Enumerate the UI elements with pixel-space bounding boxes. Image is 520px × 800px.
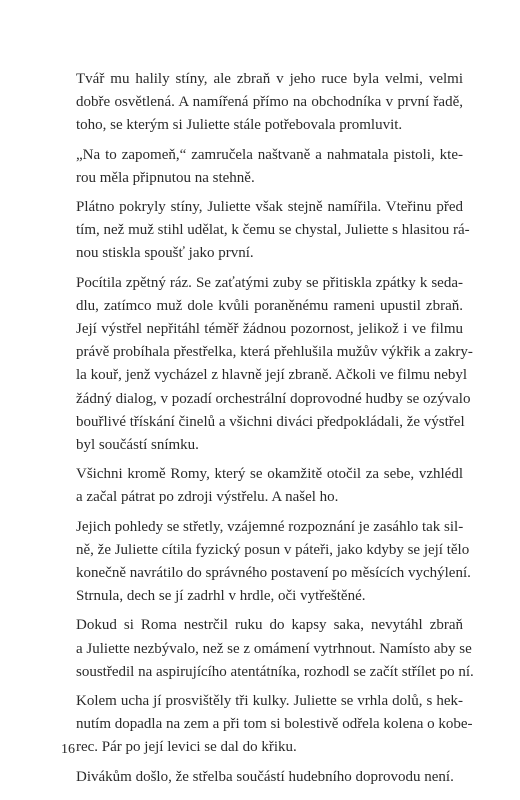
text-line: nutím dopadla na zem a při tom si bolestivě odřela kolena o kobe- (76, 716, 473, 733)
text-line: Její výstřel nepřitáhl téměř žádnou pozornost, jelikož i ve filmu (76, 321, 463, 338)
text-line: Divákům došlo, že střelba součástí hudebního doprovodu není. (76, 768, 454, 785)
text-line: žádný dialog, v pozadí orchestrální doprovodné hudby se ozývalo (76, 390, 471, 407)
paragraph (61, 68, 463, 138)
text-line: ně, že Juliette cítila fyzický posun v páteři, jako kdyby se její tělo (76, 541, 470, 558)
text-line: dobře osvětlená. A namířená přímo na obchodníka v první řadě, (76, 94, 463, 111)
text-line: a začal pátrat po zdroji výstřelu. A našel ho. (76, 489, 339, 506)
paragraph (61, 463, 463, 509)
text-line: toho, se kterým si Juliette stále potřebovala promluvit. (76, 117, 403, 134)
text-line: Dokud si Roma nestrčil ruku do kapsy saka, nevytáhl zbraň (76, 617, 463, 634)
text-line: tím, než muž stihl udělat, k čemu se chystal, Juliette s hlasitou rá- (76, 222, 470, 239)
text-line: konečně navrátilo do správného postavení po měsících vychýlení. (76, 565, 471, 582)
text-line: nou stiskla spoušť jako první. (76, 245, 254, 262)
page-number: 16 (61, 742, 75, 757)
body-text (61, 68, 474, 795)
text-line: Plátno pokryly stíny, Juliette však stejně namířila. Vteřinu před (76, 199, 463, 216)
text-line: právě probíhala přestřelka, která přehlušila mužův výkřik a zakry- (76, 344, 473, 361)
text-line: bouřlivé třískání činelů a všichni diváci předpokládali, že výstřel (76, 413, 465, 430)
text-line: Tvář mu halily stíny, ale zbraň v jeho ruce byla velmi, velmi (76, 71, 463, 87)
text-line: Všichni kromě Romy, který se okamžitě otočil za sebe, vzhlédl (76, 466, 463, 483)
text-line: Kolem ucha jí prosvištěly tři kulky. Juliette se vrhla dolů, s hek- (76, 693, 463, 710)
paragraph (61, 690, 473, 760)
text-line: rec. Pár po její levici se dal do křiku. (76, 739, 297, 756)
paragraph (61, 196, 470, 266)
text-line: rou měla připnutou na stehně. (76, 169, 255, 186)
paragraph (61, 614, 474, 684)
paragraph (61, 766, 463, 789)
text-line: a Juliette nezbývalo, než se z omámení vytrhnout. Namísto aby se (76, 640, 472, 657)
text-line: soustředil na aspirujícího atentátníka, rozhodl se začít střílet po ní. (76, 663, 474, 680)
text-line: Strnula, dech se jí zadrhl v hrdle, oči vytřeštěné. (76, 588, 366, 605)
paragraph (61, 272, 473, 458)
text-line: byl součástí snímku. (76, 437, 199, 454)
text-line: dlu, zatímco muž dole kvůli poraněnému rameni upustil zbraň. (76, 297, 463, 314)
paragraph (61, 516, 471, 609)
paragraph (61, 144, 463, 190)
text-line: Pocítila zpětný ráz. Se zaťatými zuby se přitiskla zpátky k seda- (76, 274, 463, 291)
text-line: „Na to zapomeň,“ zamručela naštvaně a nahmatala pistoli, kte- (76, 146, 463, 163)
text-line: Jejich pohledy se střetly, vzájemné rozpoznání je zasáhlo tak sil- (76, 518, 464, 535)
text-line: la kouř, jenž vycházel z hlavně její zbraně. Ačkoli ve filmu nebyl (76, 367, 468, 384)
